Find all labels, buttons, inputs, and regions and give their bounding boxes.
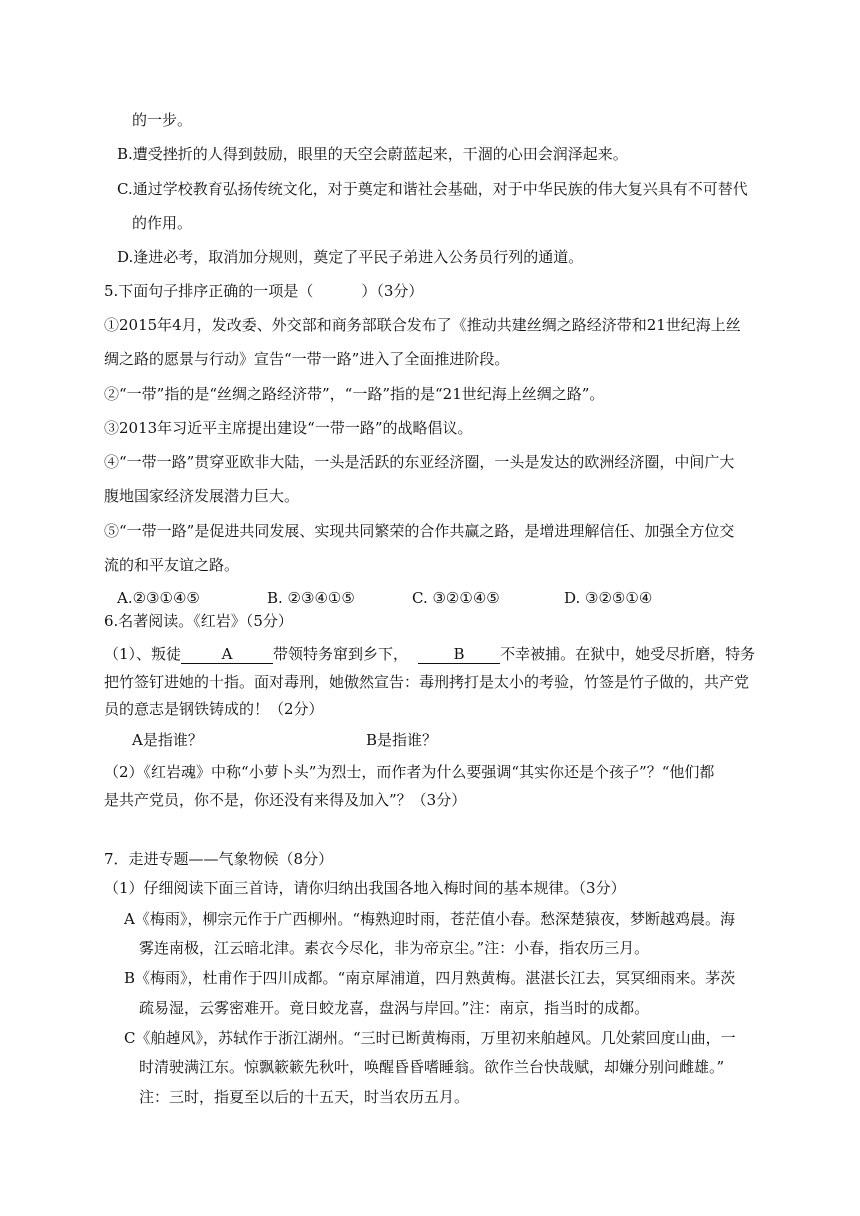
q6-part1-line2: 把竹签钉进她的十指。面对毒刑，她傲然宣告：毒刑拷打是太小的考验，竹签是竹子做的，共产党 bbox=[104, 673, 750, 691]
q4-option-b: B.遭受挫折的人得到鼓励，眼里的天空会蔚蓝起来，干涸的心田会润泽起来。 bbox=[117, 145, 628, 163]
q6-part1-middle: 带领特务窜到乡下， bbox=[273, 645, 409, 663]
q4-option-c-line1: C.通过学校教育弘扬传统文化，对于奠定和谐社会基础，对于中华民族的伟大复兴具有不可替代 bbox=[117, 180, 748, 198]
q6-question-a: A是指谁？ bbox=[132, 731, 203, 749]
q7-poem-a-line2: 雾连南极，江云暗北津。素衣今尽化，非为帝京尘。”注：小春，指农历三月。 bbox=[139, 939, 650, 957]
q6-part1-suffix: 不幸被捕。在狱中，她受尽折磨，特务 bbox=[500, 645, 756, 663]
q6-blank-a: A bbox=[181, 645, 273, 664]
q5-sentence-3: ③2013年习近平主席提出建设“一带一路”的战略倡议。 bbox=[104, 419, 473, 437]
q5-sentence-1-line1: ①2015年4月，发改委、外交部和商务部联合发布了《推动共建丝绸之路经济带和21世纪海上丝 bbox=[104, 316, 741, 334]
q4-option-d: D.逢进必考，取消加分规则，奠定了平民子弟进入公务员行列的通道。 bbox=[117, 248, 584, 266]
q6-question-b: B是指谁？ bbox=[366, 731, 438, 749]
q6-part2-line1: （2）《红岩魂》中称“小萝卜头”为烈士，而作者为什么要强调“其实你还是个孩子”？“他们都 bbox=[104, 763, 715, 781]
q7-poem-c-line2: 时清驶满江东。惊飘簌簌先秋叶，唤醒昏昏嗜睡翁。欲作兰台快哉赋，却嫌分别问雌雄。” bbox=[139, 1058, 725, 1076]
q7-poem-b-line2: 疏易湿，云雾密难开。竟日蛟龙喜，盘涡与岸回。”注：南京，指当时的成都。 bbox=[139, 999, 650, 1017]
q6-part1-prefix: （1）、叛徒 bbox=[104, 645, 182, 663]
q4-option-c-line2: 的作用。 bbox=[132, 214, 193, 232]
q7-poem-b-line1: B《梅雨》，杜甫作于四川成都。“南京犀浦道，四月熟黄梅。湛湛长江去，冥冥细雨来。茅茨 bbox=[124, 969, 736, 987]
q5-option-c: C. ③②①④⑤ bbox=[412, 589, 500, 607]
q5-sentence-1-line2: 绸之路的愿景与行动》宣告“一带一路”进入了全面推进阶段。 bbox=[104, 350, 510, 368]
q5-option-a: A.②③①④⑤ bbox=[117, 589, 200, 607]
q5-stem bbox=[104, 281, 423, 301]
q5-sentence-4-line1: ④“一带一路”贯穿亚欧非大陆，一头是活跃的东亚经济圈，一头是发达的欧洲经济圈，中间广大 bbox=[104, 453, 735, 471]
q5-sentence-5-line1: ⑤“一带一路”是促进共同发展、实现共同繁荣的合作共赢之路，是增进理解信任、加强全方位交 bbox=[104, 522, 735, 540]
q6-part1-line3: 员的意志是钢铁铸成的！（2分） bbox=[104, 700, 324, 718]
q7-title: 7．走进专题——气象物候（8分） bbox=[104, 850, 334, 868]
q5-option-d: D. ③②⑤①④ bbox=[564, 589, 653, 607]
q7-poem-a-line1: A《梅雨》，柳宗元作于广西柳州。“梅熟迎时雨，苍茫值小春。愁深楚猿夜，梦断越鸡晨。海 bbox=[124, 910, 736, 928]
q6-part1-line1 bbox=[104, 644, 755, 664]
q7-poem-c-line3: 注：三时，指夏至以后的十五天，时当农历五月。 bbox=[139, 1088, 470, 1106]
q5-sentence-2: ②“一带”指的是“丝绸之路经济带”，“一路”指的是“21世纪海上丝绸之路”。 bbox=[104, 385, 605, 403]
q7-poem-c-line1: C《舶趠风》，苏轼作于浙江湖州。“三时已断黄梅雨，万里初来舶趠风。几处萦回度山曲，一 bbox=[124, 1029, 736, 1047]
q5-option-b: B. ②③④①⑤ bbox=[267, 589, 355, 607]
q4-option-a-tail: 的一步。 bbox=[132, 111, 193, 129]
q5-stem-start: 5.下面句子排序正确的一项是（ bbox=[104, 282, 314, 300]
q7-part1-intro: （1）仔细阅读下面三首诗，请你归纳出我国各地入梅时间的基本规律。（3分） bbox=[104, 879, 626, 897]
q6-part2-line2: 是共产党员，你不是，你还没有来得及加入”？（3分） bbox=[104, 791, 467, 809]
q5-sentence-4-line2: 腹地国家经济发展潜力巨大。 bbox=[104, 487, 300, 505]
q5-stem-end: ）（3分） bbox=[361, 282, 424, 300]
q5-sentence-5-line2: 流的和平友谊之路。 bbox=[104, 556, 240, 574]
q6-title: 6.名著阅读。《红岩》（5分） bbox=[104, 612, 293, 630]
q6-blank-b: B bbox=[418, 645, 500, 664]
